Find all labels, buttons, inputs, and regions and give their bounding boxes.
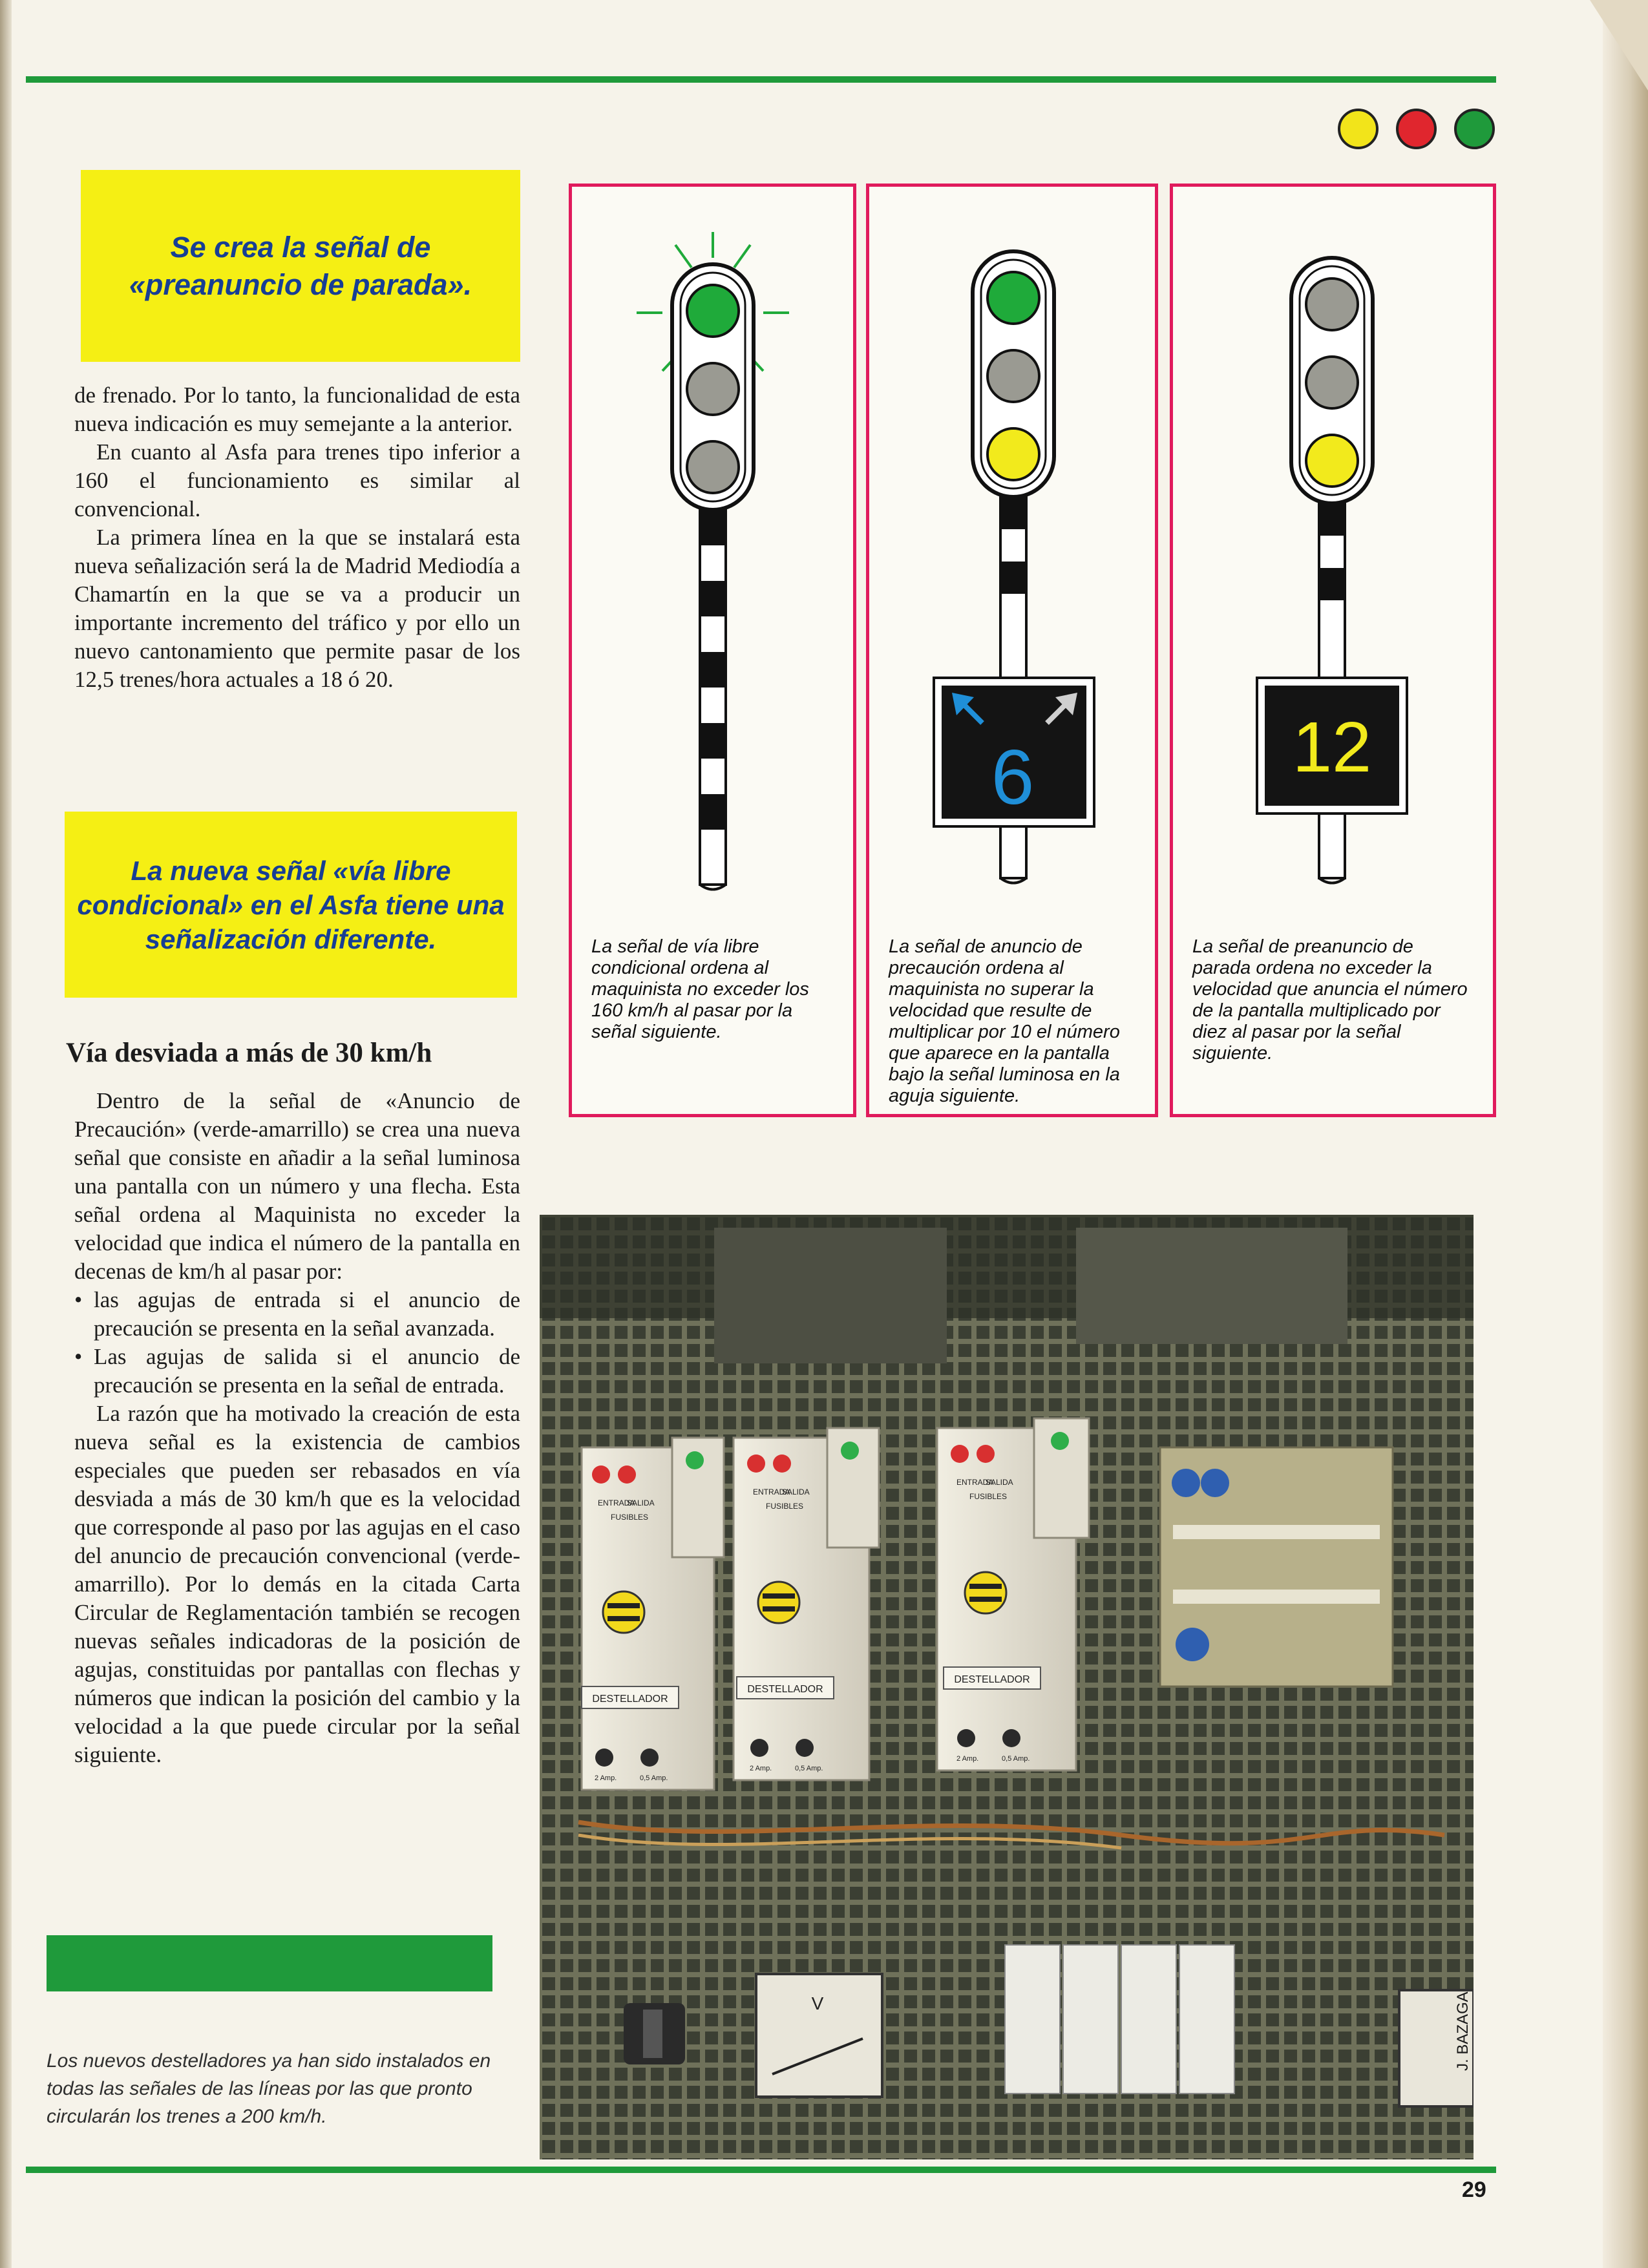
signal-figure-1 <box>572 187 853 930</box>
photo-caption: Los nuevos destelladores ya han sido instalados en todas las señales de las líneas por las que pronto circularán los trenes a 200 km/h. <box>47 2050 491 2127</box>
svg-text:FUSIBLES: FUSIBLES <box>766 1502 804 1511</box>
callout-via-libre <box>65 812 517 998</box>
signal-lamp <box>988 272 1039 324</box>
signal-lamp <box>687 363 739 415</box>
svg-text:2 Amp.: 2 Amp. <box>956 1755 979 1763</box>
green-indicator-dot <box>1454 109 1495 149</box>
signal-lamp <box>1306 278 1358 330</box>
voltmeter <box>756 1974 882 2097</box>
signal-caption: La señal de preanuncio de parada ordena no exceder la velocidad que anuncia el número de la pantalla multiplicado por diez al pasar por la señal siguiente. <box>1192 936 1468 1064</box>
page-binding-edge <box>0 0 12 2268</box>
traffic-dots <box>1338 109 1495 149</box>
renfe-logo <box>603 1591 644 1633</box>
svg-text:FUSIBLES: FUSIBLES <box>611 1513 649 1522</box>
svg-text:ENTRADA: ENTRADA <box>956 1478 994 1487</box>
column-text-section <box>74 1087 520 1769</box>
svg-text:SALIDA: SALIDA <box>627 1498 655 1507</box>
svg-text:ENTRADA: ENTRADA <box>753 1487 790 1496</box>
red-indicator-dot <box>1396 109 1437 149</box>
signal-caption: La señal de anuncio de precaución ordena al maquinista no superar la velocidad que resulte de multiplicar por 10 el número que aparece en la pantalla bajo la señal luminosa en la aguja siguiente. <box>889 936 1120 1106</box>
page-number: 29 <box>1462 2178 1486 2202</box>
paragraph: Dentro de la señal de «Anuncio de Precaución» (verde-amarrillo) se crea una nueva señal que consiste en añadir a la señal luminosa una pantalla con un número y una flecha. Esta señal ordena al Maquinista no exceder la velocidad que indica el número de la pantalla en decenas de km/h al pasar por: <box>74 1088 520 1284</box>
signal-figure-3 <box>1173 187 1493 930</box>
callout-preanuncio-text: Se crea la señal de «preanuncio de parada». <box>129 230 472 301</box>
callout-via-libre-text: La nueva señal «vía libre condicional» en el Asfa tiene una señalización diferente. <box>77 855 505 954</box>
signal-lamp <box>1306 357 1358 408</box>
paragraph: La primera línea en la que se instalará esta nueva señalización será la de Madrid Mediodía a Chamartín en la que se va a producir un importante incremento del tráfico y por ello un nuevo cantonamiento que permite pasar de los 12,5 trenes/hora actuales a 18 ó 20. <box>74 525 520 692</box>
signal-panel-anuncio-precaucion <box>866 184 1158 1117</box>
top-green-rule <box>26 76 1496 83</box>
section-heading: Vía desviada a más de 30 km/h <box>66 1038 432 1068</box>
signal-panel-preanuncio-parada <box>1170 184 1496 1117</box>
callout-preanuncio <box>81 170 520 362</box>
flasher-unit <box>734 1428 879 1780</box>
bullet-item: • las agujas de entrada si el anuncio de precaución se presenta en la señal avanzada. <box>74 1286 520 1343</box>
paragraph: En cuanto al Asfa para trenes tipo inferior a 160 el funcionamiento es similar al convencional. <box>74 439 520 521</box>
svg-text:2 Amp.: 2 Amp. <box>750 1765 772 1772</box>
signal-mast <box>700 510 726 890</box>
svg-text:DESTELLADOR: DESTELLADOR <box>747 1684 823 1695</box>
svg-text:0,5 Amp.: 0,5 Amp. <box>640 1774 668 1782</box>
signal-lamp <box>1306 435 1358 487</box>
bottom-green-rule <box>26 2167 1496 2173</box>
renfe-logo <box>965 1572 1006 1613</box>
svg-text:SALIDA: SALIDA <box>782 1487 810 1496</box>
signal-lamp <box>687 285 739 337</box>
svg-text:FUSIBLES: FUSIBLES <box>969 1492 1008 1501</box>
photo-credit: J. BAZAGA <box>1454 1991 1472 2071</box>
rotary-switch <box>624 2003 685 2064</box>
svg-text:0,5 Amp.: 0,5 Amp. <box>1002 1755 1030 1763</box>
photo-illustration <box>540 1215 1474 2159</box>
signal-lamp <box>988 428 1039 480</box>
page-curl-edge <box>1603 0 1648 2268</box>
column-text-top <box>74 381 520 694</box>
svg-text:SALIDA: SALIDA <box>986 1478 1013 1487</box>
flasher-unit <box>582 1438 724 1790</box>
signal-figure-2 <box>869 187 1155 930</box>
svg-text:DESTELLADOR: DESTELLADOR <box>954 1674 1030 1685</box>
svg-text:2 Amp.: 2 Amp. <box>595 1774 617 1782</box>
svg-text:V: V <box>811 1993 824 2013</box>
svg-text:ENTRADA: ENTRADA <box>598 1498 635 1507</box>
paragraph: La razón que ha motivado la creación de esta nueva señal es la existencia de cambios especiales que pueden ser rebasados en vía desviada a más de 30 km/h que es la velocidad que corresponde al paso por las agujas en el caso del anuncio de precaución convencional (verde-amarrillo). Por lo demás en la citada Carta Circular de Reglamentación también se recogen nuevas señales indicadoras de la posición de agujas, constituidas por pantallas con flechas y números que indican la posición del cambio y la velocidad a la que puede circular por la señal siguiente. <box>74 1401 520 1767</box>
indicator-number: 12 <box>1292 708 1372 787</box>
svg-text:DESTELLADOR: DESTELLADOR <box>592 1694 668 1705</box>
signal-lamp <box>988 350 1039 402</box>
bullet-item: • Las agujas de salida si el anuncio de precaución se presenta en la señal de entrada. <box>74 1343 520 1400</box>
signal-caption: La señal de vía libre condicional ordena al maquinista no exceder los 160 km/h al pasar por la señal siguiente. <box>591 936 809 1042</box>
flasher-units-photo <box>540 1215 1474 2159</box>
flasher-unit <box>937 1418 1089 1770</box>
svg-text:0,5 Amp.: 0,5 Amp. <box>795 1765 823 1772</box>
transformer-box <box>714 1228 947 1363</box>
yellow-indicator-dot <box>1338 109 1379 149</box>
paragraph: de frenado. Por lo tanto, la funcionalidad de esta nueva indicación es muy semejante a la anterior. <box>74 383 520 436</box>
renfe-logo <box>758 1582 799 1623</box>
indicator-number: 6 <box>991 734 1035 821</box>
circuit-board <box>1160 1447 1393 1686</box>
signal-lamp <box>687 441 739 493</box>
signal-panel-via-libre-condicional <box>569 184 856 1117</box>
green-band <box>47 1935 492 1991</box>
